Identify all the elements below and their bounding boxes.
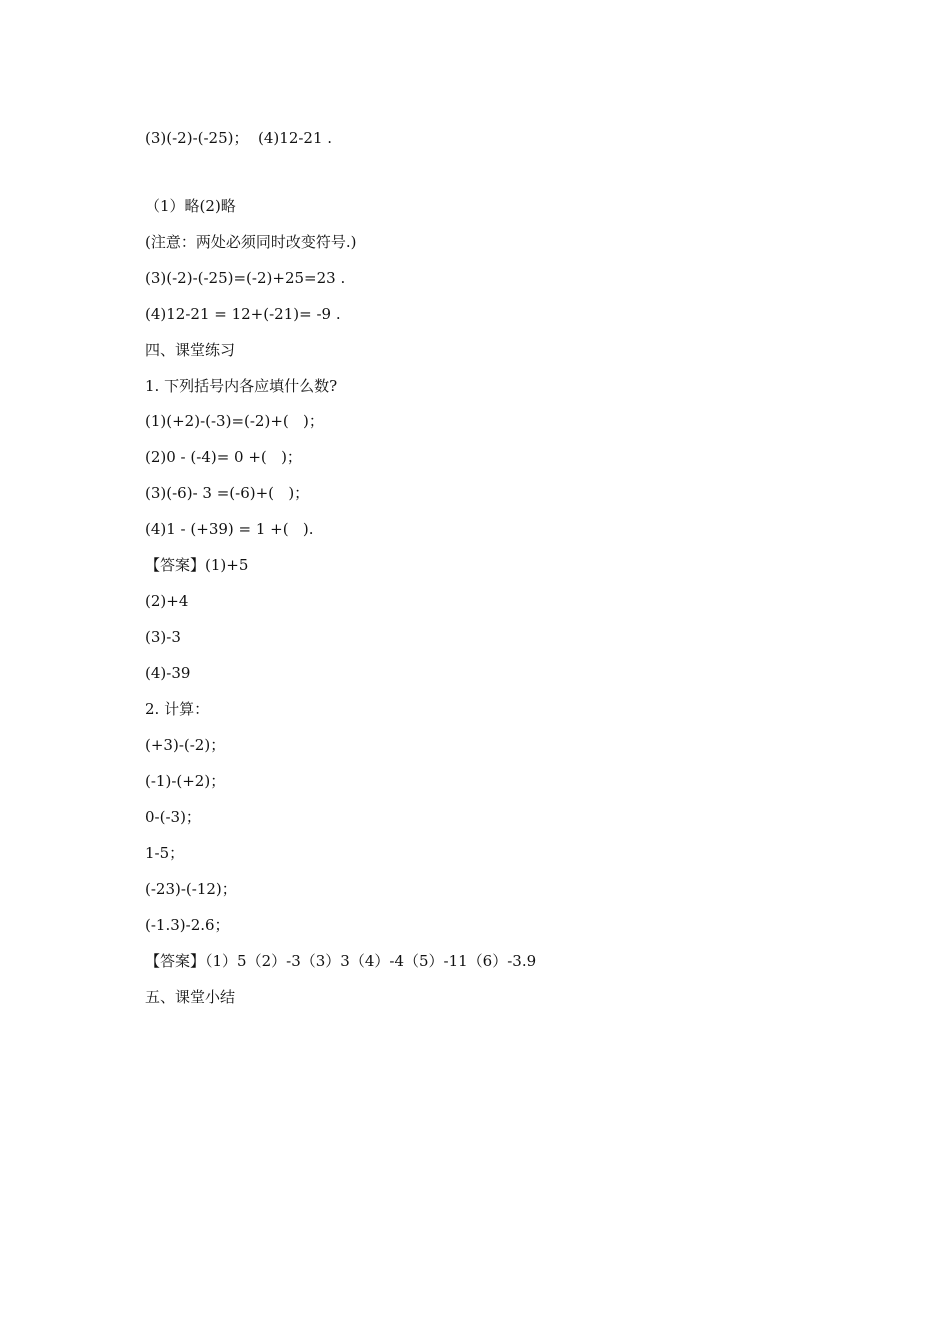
text-line: (4)1 - (+39) = 1 +( ).	[145, 520, 314, 538]
question-title: 2. 计算：	[145, 700, 210, 718]
answer-line: 【答案】（1）5（2）-3（3）3（4）-4（5）-11（6）-3.9	[145, 952, 537, 970]
answer-line: 【答案】(1)+5	[145, 556, 249, 574]
text-line: (4)12-21 = 12+(-21)= -9 .	[145, 305, 341, 323]
text-line: (-1.3)-2.6；	[145, 916, 230, 934]
section-heading: 四、课堂练习	[145, 341, 236, 359]
text-line: (3)(-2)-(-25)； (4)12-21 .	[145, 129, 333, 147]
text-line: (2)+4	[145, 592, 189, 610]
text-line: (3)(-2)-(-25)=(-2)+25=23 .	[145, 269, 346, 287]
text-line: (3)-3	[145, 628, 181, 646]
text-line: 1-5；	[145, 844, 185, 862]
text-line: (-1)-(+2)；	[145, 772, 226, 790]
text-line: (2)0 - (-4)= 0 +( )；	[145, 448, 302, 466]
text-line: (-23)-(-12)；	[145, 880, 237, 898]
text-line: （1）略(2)略	[145, 197, 236, 215]
text-line: (3)(-6)- 3 =(-6)+( )；	[145, 484, 310, 502]
text-line: 0-(-3)；	[145, 808, 201, 826]
section-heading: 五、课堂小结	[145, 988, 236, 1006]
text-line: (注意：两处必须同时改变符号.)	[145, 233, 357, 251]
text-line: (1)(+2)-(-3)=(-2)+( )；	[145, 412, 324, 430]
question-title: 1. 下列括号内各应填什么数?	[145, 377, 338, 395]
text-line: (4)-39	[145, 664, 191, 682]
text-line: (+3)-(-2)；	[145, 736, 226, 754]
